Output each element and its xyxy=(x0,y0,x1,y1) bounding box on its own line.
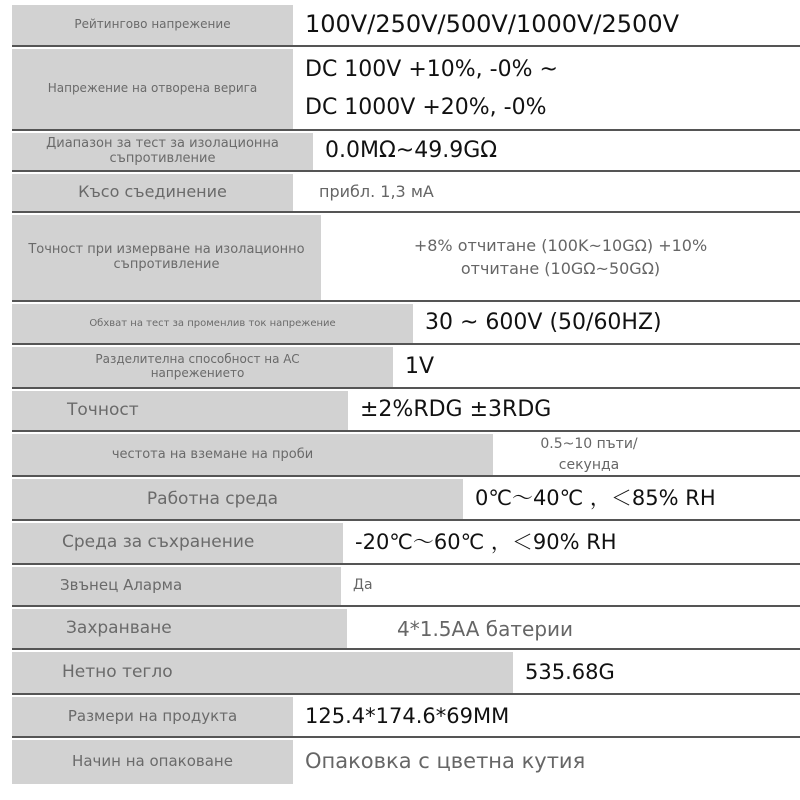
spec-row-ac-range xyxy=(12,304,800,345)
spec-label: Напрежение на отворена верига xyxy=(12,49,293,129)
spec-label: Късо съединение xyxy=(12,174,293,211)
spec-value: 30 ~ 600V (50/60HZ) xyxy=(413,304,800,343)
spec-row-accuracy xyxy=(12,391,800,432)
spec-value: +8% отчитане (100K~10GΩ) +10% отчитане (10GΩ~50GΩ) xyxy=(321,215,800,300)
spec-row-ac-resolution xyxy=(12,347,800,389)
spec-row-rated-voltage xyxy=(12,5,800,47)
spec-row-power-supply xyxy=(12,609,800,650)
spec-label: Нетно тегло xyxy=(12,652,513,693)
spec-value: 125.4*174.6*69MM xyxy=(293,697,800,736)
spec-row-buzzer-alarm xyxy=(12,567,800,607)
spec-label: Работна среда xyxy=(12,479,463,519)
spec-value: 0.0MΩ~49.9GΩ xyxy=(313,133,800,170)
spec-value: Да xyxy=(341,567,800,605)
spec-row-insulation-range xyxy=(12,133,800,172)
spec-label: Диапазон за тест за изолационна съпротивление xyxy=(12,133,313,170)
spec-row-net-weight xyxy=(12,652,800,695)
spec-label: Начин на опаковане xyxy=(12,740,293,784)
spec-label: Звънец Аларма xyxy=(12,567,341,605)
spec-row-open-circuit-voltage xyxy=(12,49,800,131)
spec-row-dimensions xyxy=(12,697,800,738)
spec-value: 0℃～40℃ ，＜85% RH xyxy=(463,479,800,519)
spec-label: честота на вземане на проби xyxy=(12,434,493,475)
spec-label: Захранване xyxy=(12,609,347,648)
spec-row-sampling-rate xyxy=(12,434,800,477)
spec-value-line-1: DC 100V +10%, -0% ~ xyxy=(305,57,558,82)
spec-row-operating-environment xyxy=(12,479,800,521)
spec-value: 0.5~10 пъти/секунда xyxy=(493,434,659,475)
spec-value xyxy=(293,49,800,129)
spec-row-insulation-accuracy xyxy=(12,215,800,302)
spec-label: Точност при измерване на изолационно съпротивление xyxy=(12,215,321,300)
spec-row-short-circuit xyxy=(12,174,800,213)
spec-value: -20℃～60℃ ，＜90% RH xyxy=(343,523,800,563)
spec-value-line-2: DC 1000V +20%, -0% xyxy=(305,95,547,120)
spec-value: Опаковка с цветна кутия xyxy=(293,740,800,784)
spec-value: 1V xyxy=(393,347,800,387)
spec-row-storage-environment xyxy=(12,523,800,565)
spec-label: Разделителна способност на AC напрежението xyxy=(12,347,393,387)
spec-label: Точност xyxy=(12,391,348,430)
spec-value: ±2%RDG ±3RDG xyxy=(348,391,800,430)
spec-label: Среда за съхранение xyxy=(12,523,343,563)
spec-label: Размери на продукта xyxy=(12,697,293,736)
spec-value: прибл. 1,3 мА xyxy=(293,174,800,211)
spec-value: 4*1.5AA батерии xyxy=(347,609,800,648)
spec-value: 535.68G xyxy=(513,652,800,693)
spec-row-packaging xyxy=(12,740,800,784)
spec-label: Обхват на тест за променлив ток напрежение xyxy=(12,304,413,343)
spec-label: Рейтингово напрежение xyxy=(12,5,293,45)
spec-value: 100V/250V/500V/1000V/2500V xyxy=(293,5,800,45)
